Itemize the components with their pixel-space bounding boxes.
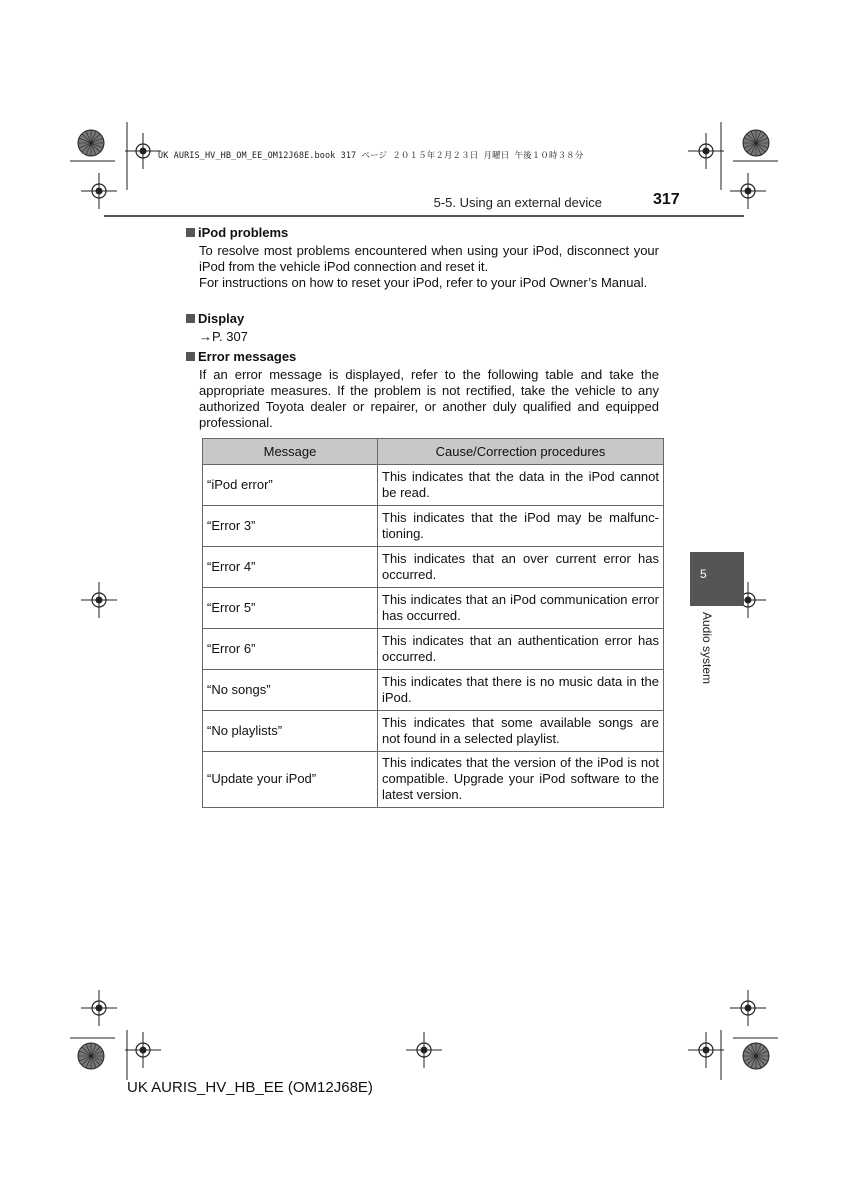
footer-code: UK AURIS_HV_HB_EE (OM12J68E): [127, 1079, 373, 1096]
column-header-message: Message: [203, 439, 378, 465]
header-rule: [104, 215, 744, 217]
chapter-tab: [690, 552, 744, 606]
square-bullet-icon: [186, 228, 195, 237]
chapter-tab-label: Audio system: [700, 612, 714, 685]
heading-display: Display: [186, 311, 244, 326]
message-cell: “No playlists”: [203, 711, 378, 752]
table-row: [203, 547, 664, 588]
cause-cell: This indicates that an over current error has occurred.: [378, 547, 664, 588]
cause-cell: This indicates that an authentication error has occurred.: [378, 629, 664, 670]
table-row: [203, 465, 664, 506]
ipod-problems-paragraph-1: To resolve most problems encountered when using your iPod, disconnect your iPod from the vehicle iPod connection and reset it.: [199, 243, 659, 274]
heading-error-messages: Error messages: [186, 349, 296, 364]
cause-cell: This indicates that the version of the iPod is not compatible. Upgrade your iPod software to the latest version.: [378, 752, 664, 808]
square-bullet-icon: [186, 352, 195, 361]
table-row: [203, 629, 664, 670]
error-messages-paragraph: If an error message is displayed, refer to the following table and take the appropriate measures. If the problem is not rectified, take the vehicle to any authorized Toyota dealer or repairer, or another duly qualified and equipped professional.: [199, 367, 659, 430]
message-cell: “Error 5”: [203, 588, 378, 629]
page-number: 317: [653, 191, 680, 208]
cause-cell: This indicates that there is no music data in the iPod.: [378, 670, 664, 711]
ipod-problems-paragraph-2: For instructions on how to reset your iPod, refer to your iPod Owner’s Manual.: [199, 275, 648, 290]
square-bullet-icon: [186, 314, 195, 323]
table-row: [203, 711, 664, 752]
message-cell: “Error 6”: [203, 629, 378, 670]
section-title: 5-5. Using an external device: [433, 195, 602, 210]
error-message-table: [202, 438, 664, 808]
cause-cell: This indicates that the data in the iPod cannot be read.: [378, 465, 664, 506]
chapter-tab-number: 5: [700, 567, 707, 581]
table-row: [203, 752, 664, 808]
display-reference: →P. 307: [199, 329, 248, 344]
table-header-row: [203, 439, 664, 465]
message-cell: “iPod error”: [203, 465, 378, 506]
cause-cell: This indicates that some available songs are not found in a selected playlist.: [378, 711, 664, 752]
print-header: UK AURIS_HV_HB_OM_EE_OM12J68E.book 317 ページ ２０１５年２月２３日 月曜日 午後１０時３８分: [158, 151, 584, 161]
message-cell: “Error 3”: [203, 506, 378, 547]
heading-ipod-problems: iPod problems: [186, 225, 288, 240]
table-row: [203, 670, 664, 711]
table-row: [203, 506, 664, 547]
message-cell: “No songs”: [203, 670, 378, 711]
cause-cell: This indicates that an iPod communication error has occurred.: [378, 588, 664, 629]
message-cell: “Error 4”: [203, 547, 378, 588]
cause-cell: This indicates that the iPod may be malfunctioning.: [378, 506, 664, 547]
table-row: [203, 588, 664, 629]
column-header-cause: Cause/Correction procedures: [378, 439, 664, 465]
message-cell: “Update your iPod”: [203, 752, 378, 808]
